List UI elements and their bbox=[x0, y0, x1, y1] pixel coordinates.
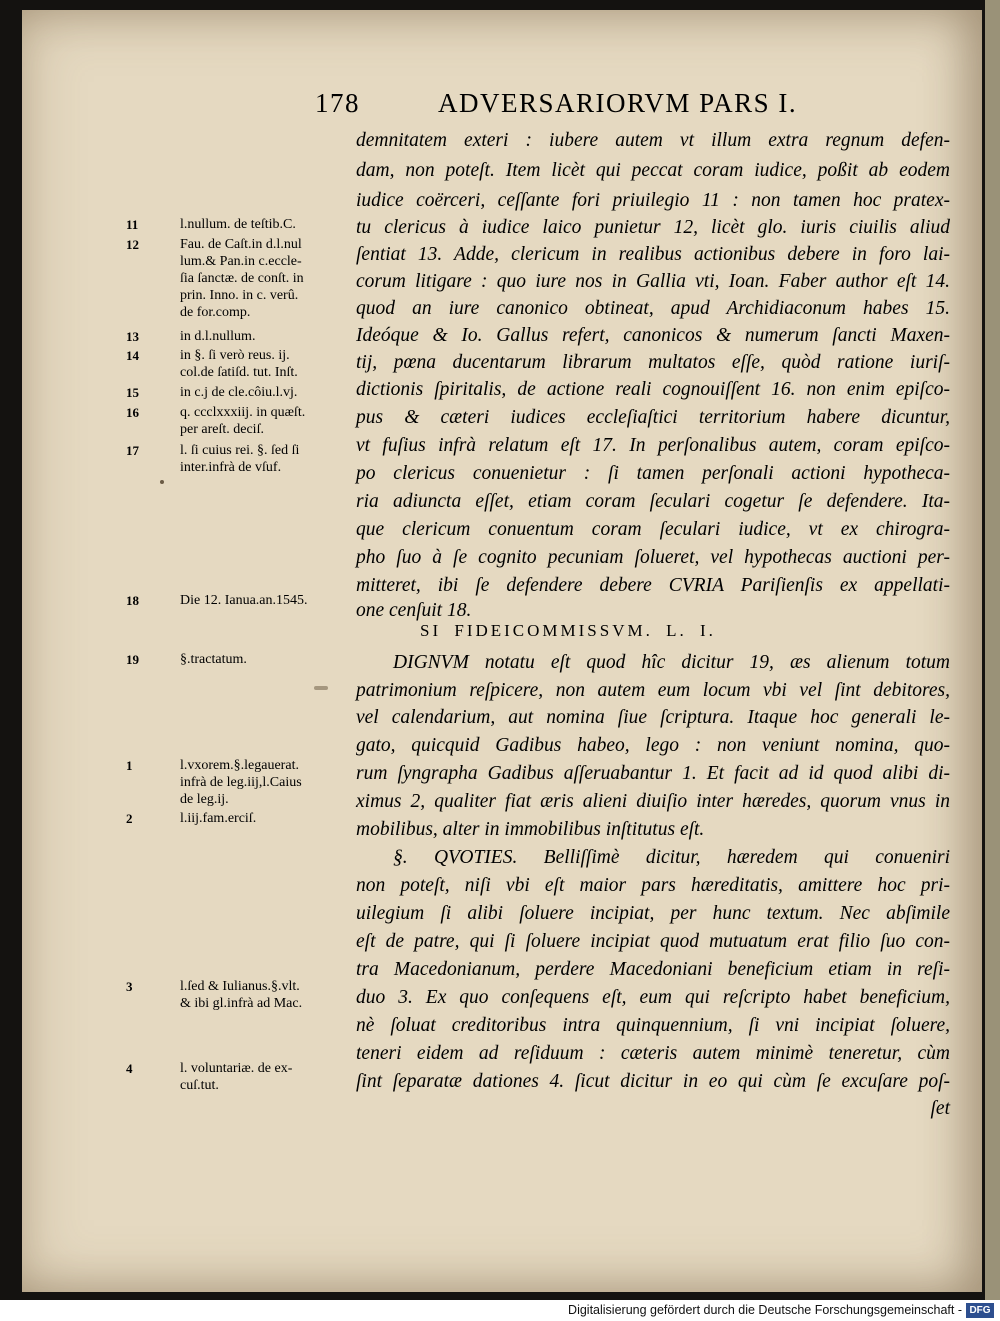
marginal-note: l. ſi cuius rei. §. ſed ſi inter.infrà de vſuf. bbox=[180, 443, 300, 475]
marginal-note-number: 4 bbox=[126, 1061, 133, 1076]
marginal-note-number: 19 bbox=[126, 652, 139, 667]
marginal-note-number: 12 bbox=[126, 237, 139, 252]
marginal-note: l.nullum. de teſtib.C. bbox=[180, 217, 296, 232]
marginal-note-number: 14 bbox=[126, 348, 139, 363]
body-line: §. QVOTIES. Belliſſimè dicitur, hæredem qui conueniri bbox=[393, 847, 950, 868]
body-line: dictionis ſpiritalis, de actione reali cognouiſſent 16. non enim epiſco- bbox=[356, 379, 950, 400]
body-line: tra Macedonianum, perdere Macedoniani beneficium etiam in reſi- bbox=[356, 959, 950, 980]
body-line: vel calendarium, aut nomina ſiue ſcriptura. Itaque hoc generali le- bbox=[356, 707, 950, 728]
body-line: ſint ſeparatæ dationes 4. ſicut dicitur in eo qui cùm ſe excuſare poſ- bbox=[356, 1071, 950, 1092]
marginal-note-number: 1 bbox=[126, 758, 133, 773]
marginal-note-number: 11 bbox=[126, 217, 139, 232]
body-line: ximus 2, qualiter fiat æris alieni diuiſio inter hæredes, quorum vnus in bbox=[356, 791, 950, 812]
marginal-note: in §. ſi verò reus. ij. col.de ſatiſd. tut. Inſt. bbox=[180, 348, 298, 380]
funding-credit: Digitalisierung gefördert durch die Deutsche Forschungsgemeinschaft - bbox=[568, 1303, 962, 1317]
body-line: quod an iure canonico obtineat, apud Archidiaconum habes 15. bbox=[356, 298, 950, 319]
marginal-note-number: 15 bbox=[126, 385, 139, 400]
body-line: tu clericus à iudice laico punietur 12, licèt glo. iuris ciuilis aliud bbox=[356, 217, 950, 238]
marginal-note: l.ſed & Iulianus.§.vlt. & ibi gl.infrà ad Mac. bbox=[180, 979, 303, 1011]
body-line: po clericus conuenietur : ſi tamen perſonali actioni hypotheca- bbox=[356, 463, 950, 484]
body-line: nè ſoluat creditoribus intra quinquennium, ſi vni incipiat ſoluere, bbox=[356, 1015, 950, 1036]
body-line: pho ſuo à ſe cognito pecuniam ſolueret, vel hypothecas auctioni per- bbox=[356, 547, 950, 568]
marginal-note-number: 16 bbox=[126, 405, 139, 420]
marginal-note-number: 3 bbox=[126, 979, 133, 994]
header-title: ADVERSARIORVM PARS I. bbox=[438, 88, 798, 118]
body-line: gato, quicquid Gadibus habeo, lego : non veniunt nomina, quo- bbox=[356, 735, 950, 756]
dfg-logo: DFG bbox=[966, 1303, 994, 1318]
marginal-note: Die 12. Ianua.an.1545. bbox=[180, 593, 308, 608]
body-line: non poteſt, niſi vbi eſt maior pars hæreditatis, amittere hoc pri- bbox=[356, 875, 950, 896]
body-line: que clericum conuentum coram ſeculari iudice, vt ex chirogra- bbox=[356, 519, 950, 540]
marginal-note: q. ccclxxxiij. in quæſt. per areſt. deciſ. bbox=[180, 405, 306, 437]
body-line: tij, pœna ducentarum librarum multatos eſſe, quòd ratione iuriſ- bbox=[356, 352, 950, 373]
credit-bar bbox=[0, 1300, 1000, 1321]
body-line: ſentiat 13. Adde, clericum in realibus actionibus debere in foro lai- bbox=[356, 244, 950, 265]
body-line: patrimonium reſpicere, non autem eum locum vbi vel ſint debitores, bbox=[356, 680, 950, 701]
marginal-note: l.iij.fam.erciſ. bbox=[180, 811, 257, 826]
body-line: demnitatem exteri : iubere autem vt illum extra regnum defen- bbox=[356, 130, 950, 151]
page-number: 178 bbox=[315, 88, 360, 118]
running-head bbox=[290, 88, 870, 128]
body-line: uilegium ſi alibi ſoluere incipiat, per hunc textum. Nec abſimile bbox=[356, 903, 950, 924]
marginal-note: in c.j de cle.côiu.l.vj. bbox=[180, 385, 298, 400]
ink-smudge bbox=[314, 686, 328, 690]
body-line: eſt de patre, qui ſi ſoluere incipiat quod mutuatum erat filio ſuo con- bbox=[356, 931, 950, 952]
marginal-note: Fau. de Caſt.in d.l.nul lum.& Pan.in c.eccle- ſia ſanctæ. de conſt. in prin. Inno. in c. verû. de for.comp. bbox=[180, 237, 304, 320]
body-line: corum litigare : quo iure nos in Gallia vti, Ioan. Faber author eſt 14. bbox=[356, 271, 950, 292]
body-line: ria adiuncta eſſet, etiam coram ſeculari cogetur ſe defendere. Ita- bbox=[356, 491, 950, 512]
body-line: mitteret, ibi ſe defendere debere CVRIA Pariſienſis ex appellati- bbox=[356, 575, 950, 596]
body-line: pus & cæteri iudices eccleſiaſtici territorium habere dicuntur, bbox=[356, 407, 950, 428]
body-line: dam, non poteſt. Item licèt qui peccat coram iudice, poßit ab eodem bbox=[356, 160, 950, 181]
body-line: DIGNVM notatu eſt quod hîc dicitur 19, æs alienum totum bbox=[393, 652, 950, 673]
section-heading: SI FIDEICOMMISSVM. L. I. bbox=[420, 621, 716, 640]
body-line: one cenſuit 18. bbox=[356, 600, 472, 621]
ink-speck bbox=[160, 480, 164, 484]
marginal-note: l. voluntariæ. de ex- cuſ.tut. bbox=[180, 1061, 293, 1093]
body-line: iudice coërceri, ceſſante fori priuilegio 11 : non tamen hoc pratex- bbox=[356, 190, 950, 211]
marginal-note-number: 2 bbox=[126, 811, 133, 826]
marginal-note-number: 13 bbox=[126, 329, 139, 344]
body-line: vt fuſius infrà relatum eſt 17. In perſonalibus autem, coram epiſco- bbox=[356, 435, 950, 456]
catchword: ſet bbox=[930, 1098, 950, 1119]
body-line: rum ſyngrapha Gadibus aſſeruabantur 1. Et facit ad id quod alibi di- bbox=[356, 763, 950, 784]
marginal-note-number: 17 bbox=[126, 443, 139, 458]
body-line: mobilibus, alter in immobilibus inſtitutus eſt. bbox=[356, 819, 705, 840]
marginal-note: in d.l.nullum. bbox=[180, 329, 256, 344]
marginal-note: §.tractatum. bbox=[180, 652, 247, 667]
marginal-note: l.vxorem.§.legauerat. infrà de leg.iij,l.Caius de leg.ij. bbox=[180, 758, 302, 807]
book-edge-strip bbox=[985, 0, 1000, 1300]
body-line: teneri eidem ad reſiduum : cæteris autem minimè teneretur, cùm bbox=[356, 1043, 950, 1064]
body-line: Ideóque & Io. Gallus refert, canonicos & numerum ſancti Maxen- bbox=[356, 325, 950, 346]
body-line: duo 3. Ex quo conſequens eſt, eum qui reſcripto habet beneficium, bbox=[356, 987, 950, 1008]
marginal-note-number: 18 bbox=[126, 593, 139, 608]
